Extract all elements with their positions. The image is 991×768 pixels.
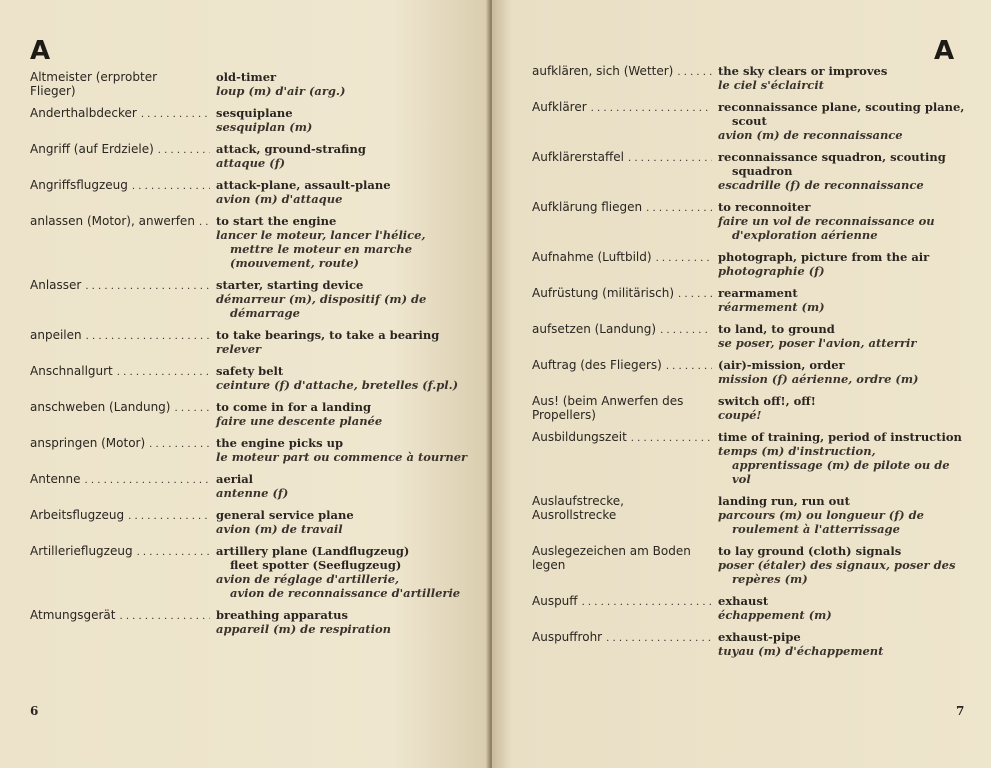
french-translation: réarmement (m) (718, 300, 825, 314)
entry-definitions (718, 150, 970, 192)
entry-term: Aufklärung fliegen (532, 200, 643, 214)
left-page (0, 0, 490, 768)
french-translation: avion de réglage d'artillerie, (216, 572, 400, 586)
dot-leader (627, 430, 712, 446)
dot-leader (133, 544, 210, 560)
entry-list (532, 64, 970, 666)
french-translation: faire une descente planée (216, 414, 383, 428)
dot-leader (81, 278, 210, 294)
entry-term: Arbeitsflugzeug (30, 508, 125, 522)
entry-definitions (718, 100, 970, 142)
dot-leader (195, 214, 210, 230)
english-translation: the sky clears or improves (718, 64, 888, 78)
dot-leader (124, 508, 210, 524)
dot-leader (154, 142, 210, 158)
english-translation: to come in for a landing (216, 400, 372, 414)
entry-term: Angriffsflugzeug (30, 178, 128, 192)
dot-leader (170, 400, 210, 416)
entry-term: Auftrag (des Fliegers) (532, 358, 662, 372)
entry-term-cell (30, 472, 210, 500)
dictionary-entry (532, 358, 970, 386)
english-translation: time of training, period of instruction (718, 430, 962, 444)
entry-definitions (216, 178, 468, 206)
entry-term: Artillerieflugzeug (30, 544, 133, 558)
entry-definitions (216, 278, 468, 320)
entry-definitions (216, 436, 468, 464)
entry-definitions (216, 608, 468, 636)
french-translation: lancer le moteur, lancer l'hélice, mettre le moteur en marche (mouvement, route) (216, 228, 426, 270)
french-translation: photographie (f) (718, 264, 825, 278)
right-page (492, 0, 991, 768)
english-translation: sesquiplane (216, 106, 293, 120)
entry-term: Auslaufstrecke, Ausrollstrecke (532, 494, 624, 522)
entry-definitions (216, 364, 468, 392)
entry-term-cell (30, 142, 210, 170)
entry-term-cell (532, 594, 712, 622)
entry-definitions (718, 64, 970, 92)
english-translation: photograph, picture from the air (718, 250, 930, 264)
entry-definitions (216, 70, 468, 98)
dictionary-entry (30, 400, 468, 428)
french-translation: ceinture (f) d'attache, bretelles (f.pl.) (216, 378, 459, 392)
french-translation: avion (m) d'attaque (216, 192, 343, 206)
entry-term: aufklären, sich (Wetter) (532, 64, 674, 78)
entry-definitions (718, 200, 970, 242)
dot-leader (128, 178, 210, 194)
dot-leader (708, 544, 712, 560)
entry-term: Anlasser (30, 278, 82, 292)
french-translation: appareil (m) de respiration (216, 622, 391, 636)
english-translation: aerial (216, 472, 254, 486)
dictionary-entry (532, 494, 970, 536)
entry-term-cell (532, 358, 712, 386)
french-translation: le ciel s'éclaircit (718, 78, 824, 92)
entry-definitions (216, 142, 468, 170)
dictionary-entry (532, 544, 970, 586)
french-translation: sesquiplan (m) (216, 120, 313, 134)
entry-term-cell (532, 430, 712, 486)
entry-term-cell (30, 70, 210, 98)
entry-term: Aufnahme (Luftbild) (532, 250, 652, 264)
entry-definitions (718, 358, 970, 386)
dictionary-entry (30, 328, 468, 356)
entry-term-cell (532, 150, 712, 192)
entry-term: Angriff (auf Erdziele) (30, 142, 154, 156)
french-translation: poser (étaler) des signaux, poser des repères (m) (718, 558, 956, 586)
dot-leader (674, 286, 712, 302)
english-translation: switch off!, off! (718, 394, 816, 408)
english-translation: exhaust (718, 594, 769, 608)
english-translation: artillery plane (Landflugzeug) (216, 544, 410, 558)
english-translation: to lay ground (cloth) signals (718, 544, 902, 558)
entry-term-cell (532, 322, 712, 350)
entry-list (30, 70, 468, 644)
dictionary-entry (532, 630, 970, 658)
english-translation: reconnaissance plane, scouting plane, scout (718, 100, 965, 128)
entry-term-cell (532, 544, 712, 586)
english-translation: exhaust-pipe (718, 630, 801, 644)
entry-term: Auspuffrohr (532, 630, 603, 644)
french-translation: démarreur (m), dispositif (m) de démarrage (216, 292, 427, 320)
dictionary-entry (30, 436, 468, 464)
entry-term: Antenne (30, 472, 81, 486)
french-translation: antenne (f) (216, 486, 289, 500)
french-translation: avion (m) de travail (216, 522, 343, 536)
entry-term-cell (30, 328, 210, 356)
page-number: 7 (956, 704, 965, 718)
english-translation: safety belt (216, 364, 284, 378)
entry-definitions (216, 214, 468, 270)
entry-term: anspringen (Motor) (30, 436, 146, 450)
dictionary-entry (532, 100, 970, 142)
english-translation: fleet spotter (Seeflugzeug) (230, 558, 402, 572)
english-translation: the engine picks up (216, 436, 344, 450)
english-translation: old-timer (216, 70, 277, 84)
english-translation: (air)-mission, order (718, 358, 845, 372)
dictionary-entry (30, 544, 468, 600)
entry-term: Altmeister (erprobter Flieger) (30, 70, 158, 98)
dot-leader (578, 594, 712, 610)
french-translation: coupé! (718, 408, 762, 422)
entry-term: Ausbildungszeit (532, 430, 627, 444)
dot-leader (206, 70, 210, 86)
french-translation: attaque (f) (216, 156, 286, 170)
dictionary-entry (532, 322, 970, 350)
entry-term: Auslegezeichen am Boden legen (532, 544, 691, 572)
dot-leader (624, 150, 712, 166)
entry-term-cell (30, 178, 210, 206)
french-translation: tuyau (m) d'échappement (718, 644, 884, 658)
english-translation: breathing apparatus (216, 608, 348, 622)
entry-term-cell (30, 508, 210, 536)
entry-term-cell (532, 394, 712, 422)
dot-leader (652, 250, 712, 266)
entry-definitions (718, 544, 970, 586)
french-translation: le moteur part ou commence à tourner (216, 450, 468, 464)
french-translation: mission (f) aérienne, ordre (m) (718, 372, 919, 386)
entry-term-cell (532, 200, 712, 242)
entry-term: aufsetzen (Landung) (532, 322, 657, 336)
dictionary-entry (30, 178, 468, 206)
entry-definitions (216, 328, 468, 356)
entry-term: Anderthalbdecker (30, 106, 137, 120)
french-translation: temps (m) d'instruction, apprentissage (m) de pilote ou de vol (718, 444, 950, 486)
dictionary-entry (30, 142, 468, 170)
dot-leader (82, 328, 210, 344)
entry-term-cell (30, 608, 210, 636)
dot-leader (708, 494, 712, 510)
dot-leader (145, 436, 210, 452)
entry-term: anlassen (Motor), anwerfen (30, 214, 195, 228)
entry-term-cell (532, 630, 712, 658)
page-number: 6 (30, 704, 39, 718)
dictionary-entry (30, 472, 468, 500)
entry-term-cell (30, 544, 210, 600)
french-translation: parcours (m) ou longueur (f) de roulement à l'atterrissage (718, 508, 924, 536)
entry-term: Atmungsgerät (30, 608, 116, 622)
french-translation: loup (m) d'air (arg.) (216, 84, 346, 98)
entry-term: Aufklärer (532, 100, 587, 114)
dot-leader (642, 200, 712, 216)
entry-definitions (216, 106, 468, 134)
entry-term: Anschnallgurt (30, 364, 113, 378)
entry-term: anschweben (Landung) (30, 400, 171, 414)
entry-term-cell (532, 250, 712, 278)
entry-term: Aus! (beim Anwerfen des Propellers) (532, 394, 684, 422)
dictionary-entry (30, 364, 468, 392)
entry-term: Aufrüstung (militärisch) (532, 286, 675, 300)
entry-definitions (216, 472, 468, 500)
english-translation: to reconnoiter (718, 200, 811, 214)
entry-term-cell (532, 64, 712, 92)
dot-leader (673, 64, 712, 80)
french-translation: se poser, poser l'avion, atterrir (718, 336, 917, 350)
dictionary-entry (30, 214, 468, 270)
english-translation: attack-plane, assault-plane (216, 178, 391, 192)
dictionary-entry (532, 250, 970, 278)
entry-definitions (718, 394, 970, 422)
entry-definitions (718, 630, 970, 658)
dot-leader (81, 472, 211, 488)
entry-term-cell (30, 436, 210, 464)
dictionary-entry (30, 106, 468, 134)
dot-leader (656, 322, 712, 338)
dot-leader (137, 106, 210, 122)
english-translation: landing run, run out (718, 494, 850, 508)
french-translation: avion de reconnaissance d'artillerie (230, 586, 461, 600)
section-letter: A (30, 36, 51, 66)
french-translation: escadrille (f) de reconnaissance (718, 178, 924, 192)
dictionary-entry (30, 70, 468, 98)
english-translation: reconnaissance squadron, scouting squadron (718, 150, 946, 178)
french-translation: échappement (m) (718, 608, 832, 622)
english-translation: rearmament (718, 286, 798, 300)
entry-definitions (718, 250, 970, 278)
french-translation: avion (m) de reconnaissance (718, 128, 903, 142)
dot-leader (115, 608, 210, 624)
entry-term-cell (532, 100, 712, 142)
entry-definitions (216, 508, 468, 536)
english-translation: general service plane (216, 508, 354, 522)
french-translation: relever (216, 342, 262, 356)
entry-definitions (718, 430, 970, 486)
entry-definitions (216, 400, 468, 428)
english-translation: to land, to ground (718, 322, 835, 336)
dictionary-entry (30, 608, 468, 636)
dictionary-entry (532, 150, 970, 192)
entry-term: Auspuff (532, 594, 578, 608)
entry-term: anpeilen (30, 328, 82, 342)
english-translation: attack, ground-strafing (216, 142, 366, 156)
entry-term: Aufklärerstaffel (532, 150, 624, 164)
dot-leader (708, 394, 712, 410)
dictionary-entry (30, 278, 468, 320)
dot-leader (662, 358, 712, 374)
entry-term-cell (30, 400, 210, 428)
dictionary-entry (532, 430, 970, 486)
dictionary-entry (532, 394, 970, 422)
entry-term-cell (30, 106, 210, 134)
entry-definitions (718, 322, 970, 350)
entry-term-cell (30, 278, 210, 320)
entry-term-cell (532, 494, 712, 536)
entry-definitions (718, 286, 970, 314)
dot-leader (113, 364, 210, 380)
entry-definitions (718, 594, 970, 622)
entry-definitions (718, 494, 970, 536)
dictionary-entry (30, 508, 468, 536)
english-translation: starter, starting device (216, 278, 364, 292)
section-letter: A (934, 36, 955, 66)
entry-definitions (216, 544, 468, 600)
dictionary-entry (532, 200, 970, 242)
french-translation: faire un vol de reconnaissance ou d'exploration aérienne (718, 214, 935, 242)
dot-leader (602, 630, 712, 646)
dictionary-entry (532, 286, 970, 314)
english-translation: to take bearings, to take a bearing (216, 328, 440, 342)
dot-leader (587, 100, 712, 116)
entry-term-cell (532, 286, 712, 314)
entry-term-cell (30, 364, 210, 392)
dictionary-entry (532, 64, 970, 92)
dictionary-entry (532, 594, 970, 622)
english-translation: to start the engine (216, 214, 337, 228)
entry-term-cell (30, 214, 210, 270)
